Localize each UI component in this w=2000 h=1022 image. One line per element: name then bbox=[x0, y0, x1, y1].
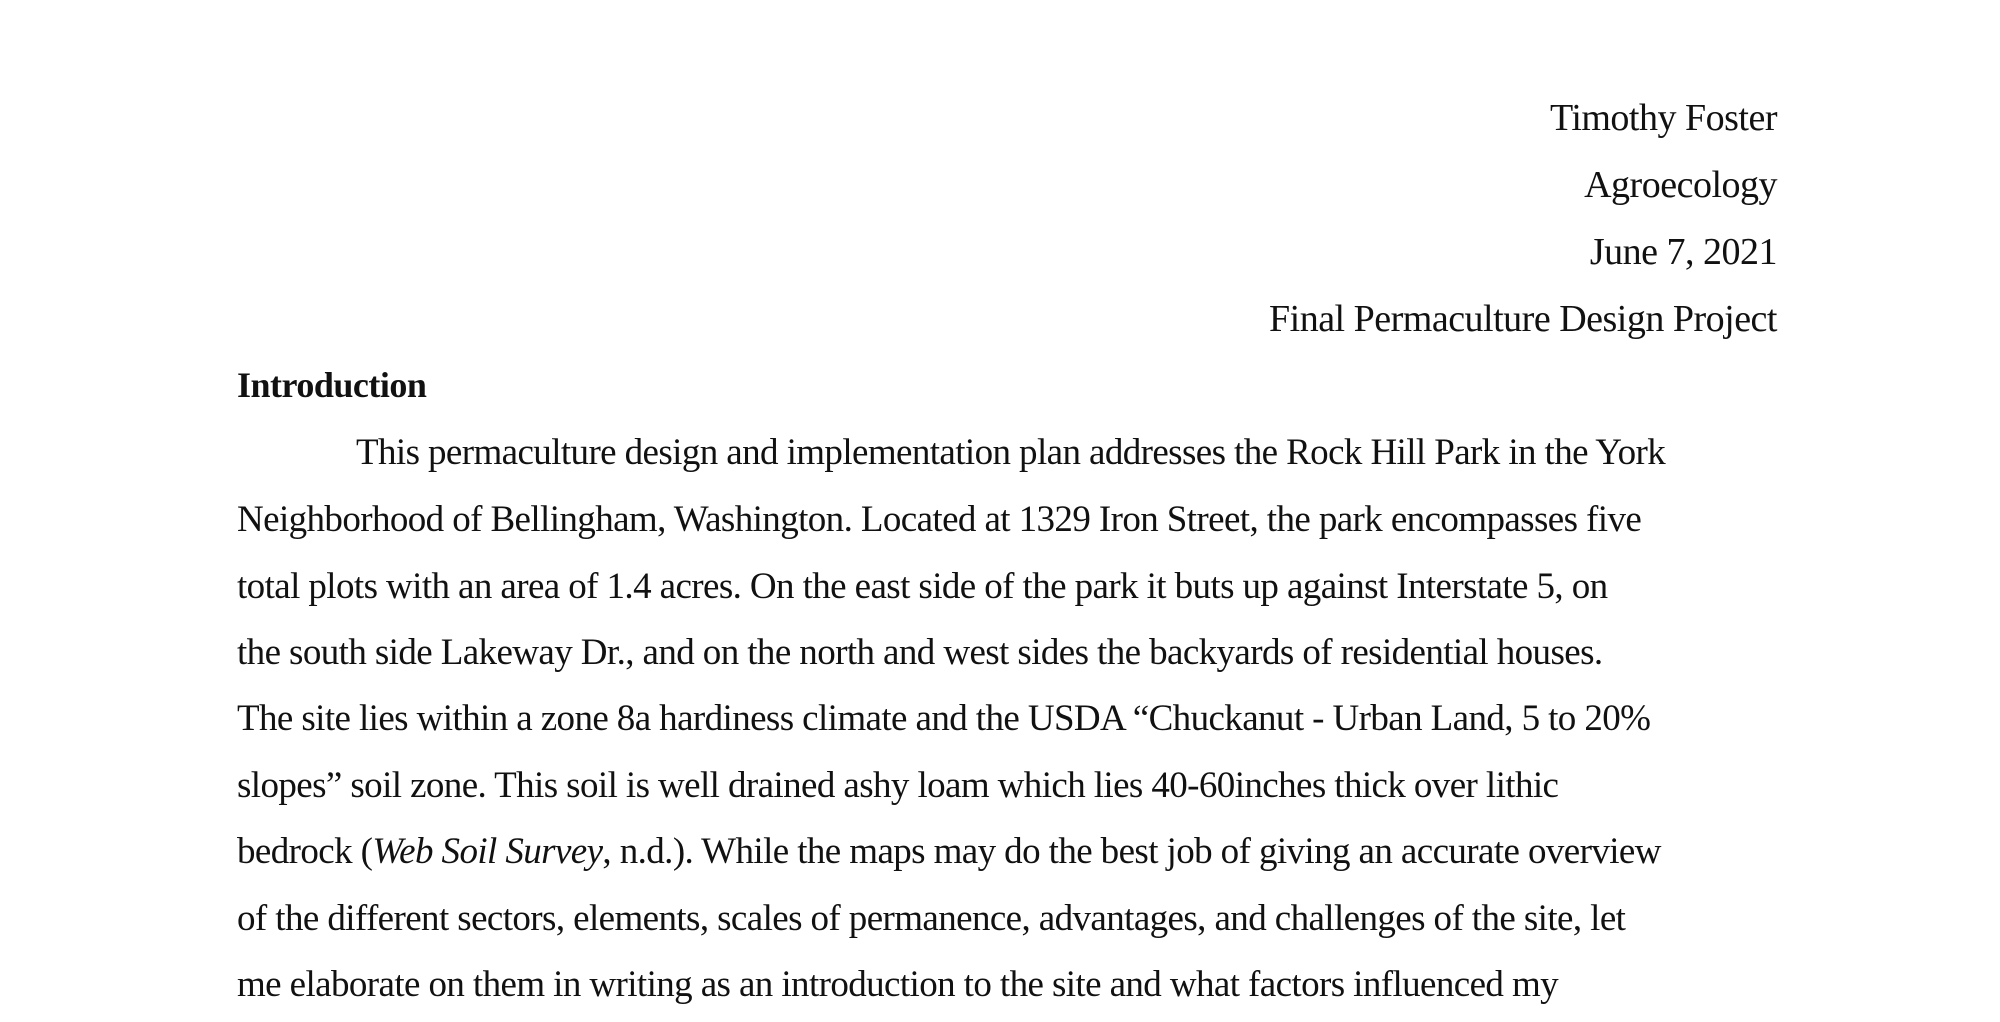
paragraph-line: This permaculture design and implementation plan addresses the Rock Hill Park in the York bbox=[356, 432, 1666, 473]
citation-close-text: , n.d.). While the maps may do the best job of giving an accurate overview bbox=[602, 831, 1661, 872]
document-date: June 7, 2021 bbox=[1589, 231, 1777, 273]
citation-open-text: bedrock ( bbox=[237, 831, 373, 872]
section-heading: Introduction bbox=[237, 365, 427, 405]
paragraph-line: slopes” soil zone. This soil is well drained ashy loam which lies 40-60inches thick over lithic bbox=[237, 765, 1559, 806]
paragraph-line bbox=[237, 833, 1661, 870]
assignment-title: Final Permaculture Design Project bbox=[1269, 298, 1777, 340]
course-name: Agroecology bbox=[1584, 164, 1777, 206]
author-name: Timothy Foster bbox=[1549, 97, 1777, 139]
paragraph-line: the south side Lakeway Dr., and on the north and west sides the backyards of residential houses. bbox=[237, 632, 1603, 673]
citation-source-title: Web Soil Survey bbox=[372, 831, 603, 872]
paragraph-line: total plots with an area of 1.4 acres. On the east side of the park it buts up against Interstate 5, on bbox=[237, 566, 1608, 607]
paragraph-line: of the different sectors, elements, scales of permanence, advantages, and challenges of the site, let bbox=[237, 898, 1626, 939]
paragraph-line: The site lies within a zone 8a hardiness climate and the USDA “Chuckanut - Urban Land, 5 to 20% bbox=[237, 698, 1651, 739]
paragraph-line: Neighborhood of Bellingham, Washington. Located at 1329 Iron Street, the park encompasses five bbox=[237, 499, 1642, 540]
paragraph-line: me elaborate on them in writing as an introduction to the site and what factors influenced my bbox=[237, 964, 1559, 1005]
